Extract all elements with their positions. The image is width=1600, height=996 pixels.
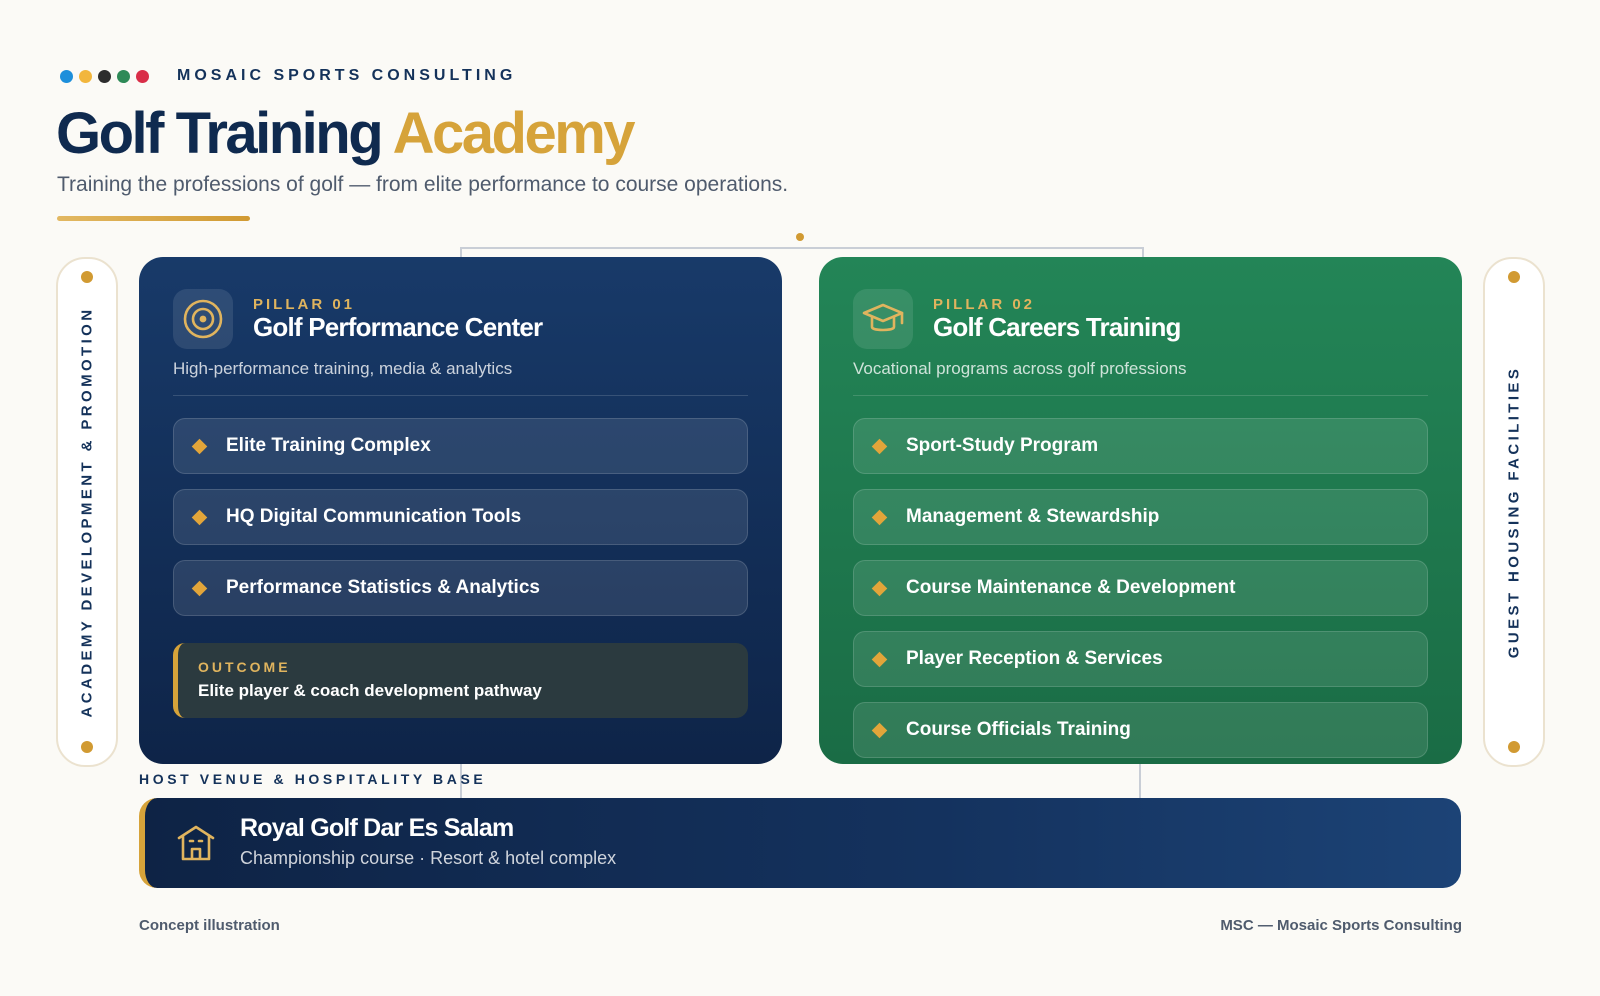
host-connector-right bbox=[1139, 762, 1141, 798]
title-accent: Academy bbox=[392, 101, 634, 166]
rail-dot bbox=[1508, 271, 1520, 283]
brand-dot bbox=[60, 70, 73, 83]
left-rail-label: ACADEMY DEVELOPMENT & PROMOTION bbox=[78, 306, 96, 718]
title-main: Golf Training bbox=[56, 101, 382, 166]
pillar-item bbox=[853, 560, 1428, 616]
pillar-item bbox=[173, 418, 748, 474]
diamond-bullet-icon bbox=[872, 438, 888, 454]
brand-dot bbox=[117, 70, 130, 83]
pillar-item bbox=[853, 418, 1428, 474]
diamond-bullet-icon bbox=[192, 580, 208, 596]
host-section-label: HOST VENUE & HOSPITALITY BASE bbox=[139, 771, 487, 787]
pillar-tag: PILLAR 01 bbox=[253, 296, 356, 313]
building-icon bbox=[175, 822, 217, 869]
outcome-box bbox=[173, 643, 748, 718]
item-label: Course Maintenance & Development bbox=[906, 577, 1236, 598]
item-label: Management & Stewardship bbox=[906, 506, 1160, 527]
diamond-bullet-icon bbox=[872, 722, 888, 738]
page-subtitle: Training the professions of golf — from elite performance to course operations. bbox=[57, 173, 789, 196]
rail-dot bbox=[1508, 741, 1520, 753]
item-label: Player Reception & Services bbox=[906, 648, 1163, 669]
diamond-bullet-icon bbox=[192, 438, 208, 454]
pillar-item bbox=[853, 489, 1428, 545]
host-venue-banner bbox=[139, 798, 1461, 888]
target-icon bbox=[173, 289, 233, 349]
pillar-divider bbox=[173, 395, 748, 396]
item-label: Elite Training Complex bbox=[226, 435, 431, 456]
pillar-title: Golf Careers Training bbox=[933, 312, 1181, 342]
right-rail-label: GUEST HOUSING FACILITIES bbox=[1505, 365, 1523, 659]
page-title bbox=[56, 96, 633, 172]
item-label: Performance Statistics & Analytics bbox=[226, 577, 540, 598]
item-label: Sport-Study Program bbox=[906, 435, 1099, 456]
diamond-bullet-icon bbox=[192, 509, 208, 525]
connector-node bbox=[796, 233, 804, 241]
outcome-text: Elite player & coach development pathway bbox=[198, 681, 542, 700]
item-label: Course Officials Training bbox=[906, 719, 1131, 740]
pillar-item bbox=[173, 560, 748, 616]
pillar-description: High-performance training, media & analytics bbox=[173, 359, 513, 378]
pillar-tag: PILLAR 02 bbox=[933, 296, 1036, 313]
right-side-rail bbox=[1483, 257, 1545, 767]
brand-color-dots bbox=[60, 70, 149, 83]
brand-name: MOSAIC SPORTS CONSULTING bbox=[177, 67, 517, 84]
left-side-rail bbox=[56, 257, 118, 767]
pillar-careers-training bbox=[819, 257, 1462, 764]
brand-dot bbox=[79, 70, 92, 83]
pillar-item-list bbox=[173, 418, 748, 616]
pillar-divider bbox=[853, 395, 1428, 396]
diamond-bullet-icon bbox=[872, 580, 888, 596]
brand-dot bbox=[136, 70, 149, 83]
pillar-description: Vocational programs across golf professions bbox=[853, 359, 1187, 378]
diamond-bullet-icon bbox=[872, 651, 888, 667]
pillar-item-list bbox=[853, 418, 1428, 758]
footer-credit: MSC — Mosaic Sports Consulting bbox=[1220, 917, 1462, 934]
pillar-item bbox=[853, 702, 1428, 758]
host-venue-description: Championship course · Resort & hotel complex bbox=[240, 848, 617, 868]
diamond-bullet-icon bbox=[872, 509, 888, 525]
rail-dot bbox=[81, 741, 93, 753]
host-venue-name: Royal Golf Dar Es Salam bbox=[240, 814, 514, 842]
title-underline bbox=[57, 216, 250, 221]
graduation-cap-icon bbox=[853, 289, 913, 349]
pillar-title: Golf Performance Center bbox=[253, 312, 543, 342]
pillar-performance-center bbox=[139, 257, 782, 764]
item-label: HQ Digital Communication Tools bbox=[226, 506, 522, 527]
pillar-item bbox=[173, 489, 748, 545]
outcome-label: OUTCOME bbox=[198, 659, 291, 675]
brand-dot bbox=[98, 70, 111, 83]
footer-note: Concept illustration bbox=[139, 917, 280, 934]
pillar-item bbox=[853, 631, 1428, 687]
rail-dot bbox=[81, 271, 93, 283]
